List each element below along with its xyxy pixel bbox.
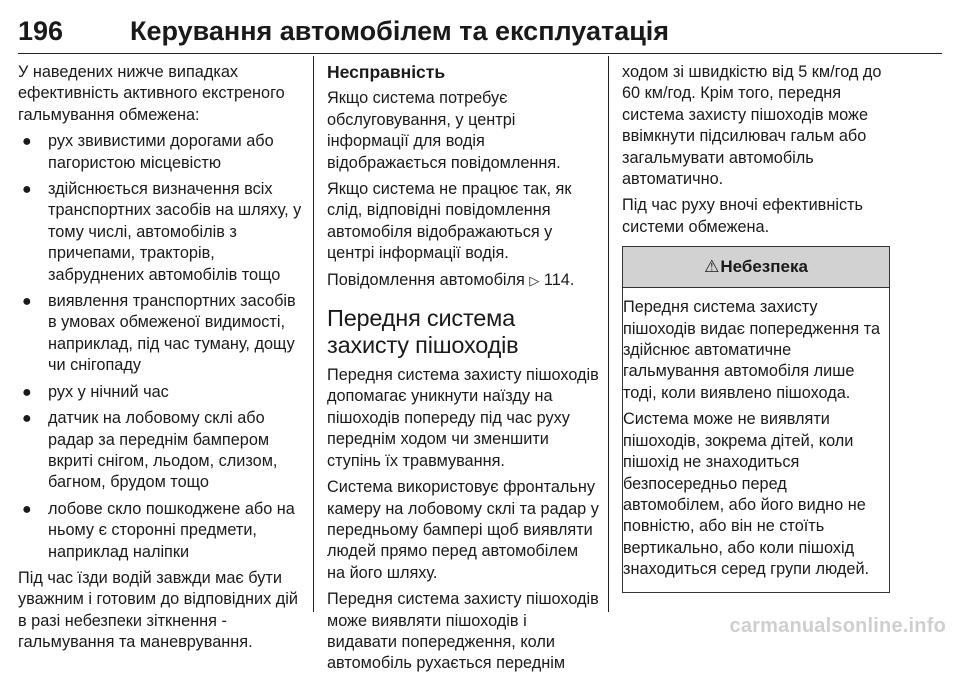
column-divider-2 xyxy=(608,56,609,612)
column-3 xyxy=(622,62,890,593)
limitation-list xyxy=(18,131,302,563)
bullet-icon: ● xyxy=(22,293,32,311)
page-reference-link[interactable]: 114. xyxy=(543,270,575,289)
section-title: Передня система захисту пішоходів xyxy=(327,305,519,359)
warning-triangle-icon: ⚠ xyxy=(704,257,720,277)
warning-header xyxy=(623,247,889,288)
page-title: Керування автомобілем та експлуатація xyxy=(130,16,670,46)
paragraph: Система може не виявляти пішоходів, зокрема дітей, коли пішохід не знаходиться безпосередньо перед автомобілем, або його видно не повністю, або він не стоїть вертикально, або коли пішохід знаходиться серед групи людей. xyxy=(623,410,870,579)
vehicle-messages-reference: Повідомлення автомобіля ▷ 114. xyxy=(327,270,575,289)
list-item: ● виявлення транспортних засобів в умовах обмеженої видимості, наприклад, під час туману, дощу чи снігопаду xyxy=(22,292,296,375)
paragraph: Передня система захисту пішоходів може виявляти пішоходів і видавати попередження, коли автомобіль рухається переднім xyxy=(327,590,599,673)
page-header xyxy=(18,12,942,52)
paragraph: Передня система захисту пішоходів видає попередження та здійснює автоматичне гальмування автомобіля лише тоді, коли виявлено пішохода. xyxy=(623,298,881,402)
paragraph: Передня система захисту пішоходів допомагає уникнути наїзду на пішоходів попереду під час руху переднім ходом чи зменшити ступінь їх травмування. xyxy=(327,366,599,470)
malfunction-heading: Несправність xyxy=(327,62,446,82)
column-2 xyxy=(327,62,599,680)
paragraph: ходом зі швидкістю від 5 км/год до 60 км/год. Крім того, передня система захисту пішоходів може ввімкнути підсилювач гальм або загальмувати автомобіль автоматично. xyxy=(622,63,882,189)
paragraph: Якщо система не працює так, як слід, відповідні повідомлення автомобіля відображаються у центрі інформації водія. xyxy=(327,180,572,263)
column-1 xyxy=(18,62,302,659)
warning-title: Небезпека xyxy=(720,257,808,277)
warning-body xyxy=(623,288,889,591)
list-item: ● лобове скло пошкоджене або на ньому є сторонні предмети, наприклад наліпки xyxy=(22,499,295,561)
list-item: ● рух у нічний час xyxy=(18,382,302,403)
bullet-icon: ● xyxy=(22,133,32,151)
list-item: ● рух звивистими дорогами або пагористою місцевістю xyxy=(22,132,274,172)
warning-box xyxy=(622,246,890,592)
header-divider xyxy=(18,53,942,54)
list-item: ● здійснюється визначення всіх транспортних засобів на шляху, у тому числі, автомобілів з причепами, тракторів, забруднених автомобілів тощо xyxy=(22,180,302,284)
column-divider-1 xyxy=(313,56,314,612)
page-reference-arrow-icon: ▷ xyxy=(529,272,540,288)
paragraph: Під час руху вночі ефективність системи обмежена. xyxy=(622,196,864,236)
list-item: ● датчик на лобовому склі або радар за переднім бампером вкриті снігом, льодом, слизом, багном, брудом тощо xyxy=(22,409,278,492)
outro-paragraph: Під час їзди водій завжди має бути уважним і готовим до відповідних дій в разі небезпеки зіткнення - гальмування та маневрування. xyxy=(18,568,299,652)
bullet-icon: ● xyxy=(22,383,32,401)
paragraph: Система використовує фронтальну камеру на лобовому склі та радар у передньому бампері щоб виявляти людей прямо перед автомобілем на його шляху. xyxy=(327,478,599,582)
watermark: carmanualsonline.info xyxy=(729,615,946,637)
page-number: 196 xyxy=(18,16,64,46)
paragraph: Якщо система потребує обслуговування, у центрі інформації для водія відображається повідомлення. xyxy=(327,89,561,172)
bullet-icon: ● xyxy=(22,410,32,428)
bullet-icon: ● xyxy=(22,181,32,199)
bullet-icon: ● xyxy=(22,500,32,518)
intro-paragraph: У наведених нижче випадках ефективність активного екстреного гальмування обмежена: xyxy=(18,63,285,124)
